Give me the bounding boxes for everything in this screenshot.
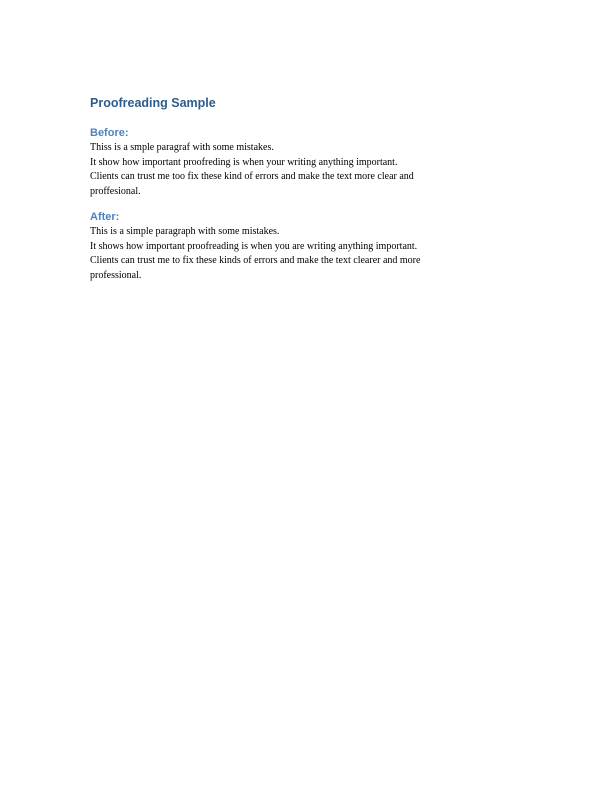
before-paragraph [90, 141, 510, 200]
before-line-2: It show how important proofreding is when your writing anything important. [90, 156, 398, 168]
before-section [90, 126, 510, 200]
after-paragraph [90, 225, 510, 284]
after-line-4: professional. [90, 269, 142, 281]
before-line-4: proffesional. [90, 186, 141, 198]
after-line-3: Clients can trust me to fix these kinds of errors and make the text clearer and more [90, 255, 421, 267]
after-heading: After: [90, 210, 120, 223]
document-page [90, 94, 510, 284]
before-line-3: Clients can trust me too fix these kind of errors and make the text more clear and [90, 171, 414, 183]
after-line-2: It shows how important proofreading is when you are writing anything important. [90, 240, 418, 252]
after-line-1: This is a simple paragraph with some mistakes. [90, 225, 280, 237]
before-line-1: Thiss is a smple paragraf with some mistakes. [90, 142, 274, 153]
document-title: Proofreading Sample [90, 96, 216, 110]
before-heading: Before: [90, 127, 129, 139]
after-section [90, 210, 510, 284]
